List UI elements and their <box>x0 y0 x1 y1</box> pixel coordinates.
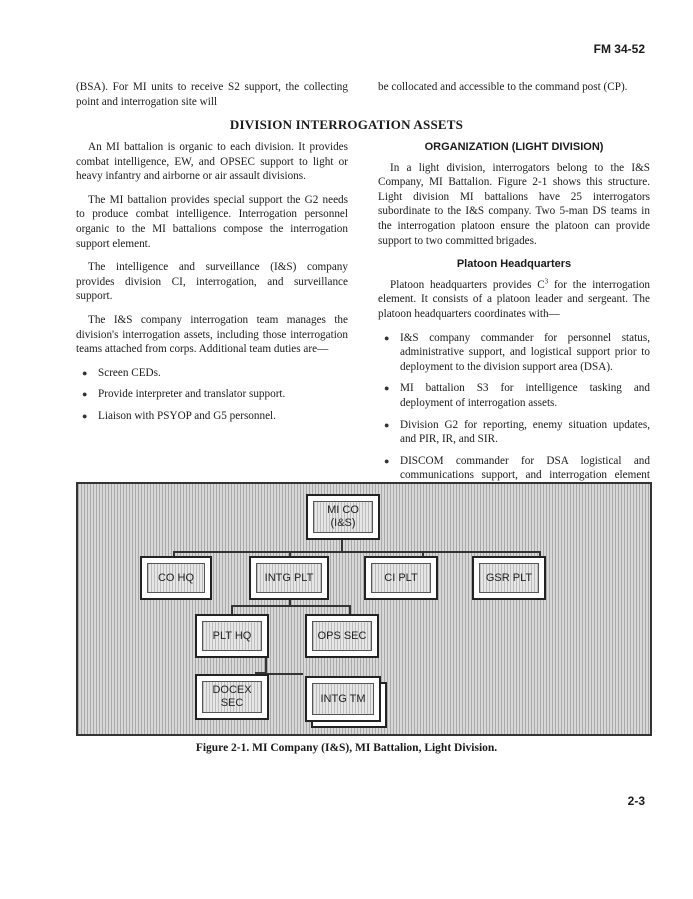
paragraph: In a light division, interrogators belong to the I&S Company, MI Battalion. Figure 2-1 shows this structure. Light division MI battalions have 25 interrogators subordinate to the I&S company. Two 5-man DS teams in the interrogation platoon ensure the platoon can provide support to two committed brigades. <box>378 161 650 247</box>
list-item: ● I&S company commander for personnel status, administrative support, and logistical support prior to deployment to the division support area (DSA). <box>378 331 650 375</box>
list-item: ● MI battalion S3 for intelligence tasking and deployment of interrogation assets. <box>378 381 650 410</box>
intg-tm-box: INTG TM <box>305 676 381 722</box>
ops-sec-box: OPS SEC <box>305 614 379 658</box>
document-id: FM 34-52 <box>593 42 645 56</box>
top-left-text: (BSA). For MI units to receive S2 support, the collecting point and interrogation site will <box>76 81 348 108</box>
co-hq-box: CO HQ <box>140 556 212 600</box>
organization-heading: ORGANIZATION (LIGHT DIVISION) <box>424 141 604 153</box>
top-right-text: be collocated and accessible to the command post (CP). <box>378 81 628 93</box>
paragraph: The I&S company interrogation team manages the division's interrogation assets, including those interrogation teams attached from corps. Additional team duties are— <box>76 313 348 356</box>
paragraph: Platoon headquarters provides $C^3$ for the interrogation element. It consists of a platoon leader and sergeant. The platoon headquarters coordinates with— <box>378 277 651 320</box>
list-item: ● Division G2 for reporting, enemy situation updates, and PIR, IR, and SIR. <box>378 418 650 447</box>
connector-line <box>349 605 351 614</box>
list-item: ● Liaison with PSYOP and G5 personnel. <box>76 409 348 424</box>
connector-line <box>231 605 351 607</box>
figure-caption: Figure 2-1. MI Company (I&S), MI Battalion, Light Division. <box>195 742 498 754</box>
docex-sec-box: DOCEX SEC <box>195 674 269 720</box>
platoon-hq-heading: Platoon Headquarters <box>456 258 572 271</box>
gsr-plt-box: GSR PLT <box>472 556 546 600</box>
connector-line <box>341 538 343 552</box>
ci-plt-box: CI PLT <box>364 556 438 600</box>
connector-line <box>173 551 541 553</box>
paragraph: The MI battalion provides special support the G2 needs to produce combat intelligence. Interrogation personnel organic to the MI battalions compose the interrogation support element. <box>76 193 348 250</box>
list-item: ● DISCOM commander for DSA logistical and communications support, and interrogation element <box>378 454 650 498</box>
intg-plt-box: INTG PLT <box>249 556 329 600</box>
paragraph: The intelligence and surveillance (I&S) company provides division CI, interrogation, and surveillance support. <box>76 261 348 303</box>
duties-list <box>76 366 348 424</box>
mi-co-box: MI CO (I&S) <box>306 494 380 540</box>
paragraph: An MI battalion is organic to each division. It provides combat intelligence, EW, and OPSEC support to light or heavy infantry and airborne or air assault divisions. <box>76 141 348 183</box>
left-column <box>76 140 348 431</box>
connector-line <box>265 673 303 675</box>
list-item: ● Provide interpreter and translator support. <box>76 387 348 402</box>
coordination-list <box>378 331 650 498</box>
list-item: ● Screen CEDs. <box>76 366 348 381</box>
connector-line <box>231 605 233 614</box>
org-chart-figure <box>76 482 652 736</box>
plt-hq-box: PLT HQ <box>195 614 269 658</box>
section-title: DIVISION INTERROGATION ASSETS <box>229 117 464 132</box>
page-number: 2-3 <box>627 794 645 808</box>
right-column <box>378 140 650 504</box>
